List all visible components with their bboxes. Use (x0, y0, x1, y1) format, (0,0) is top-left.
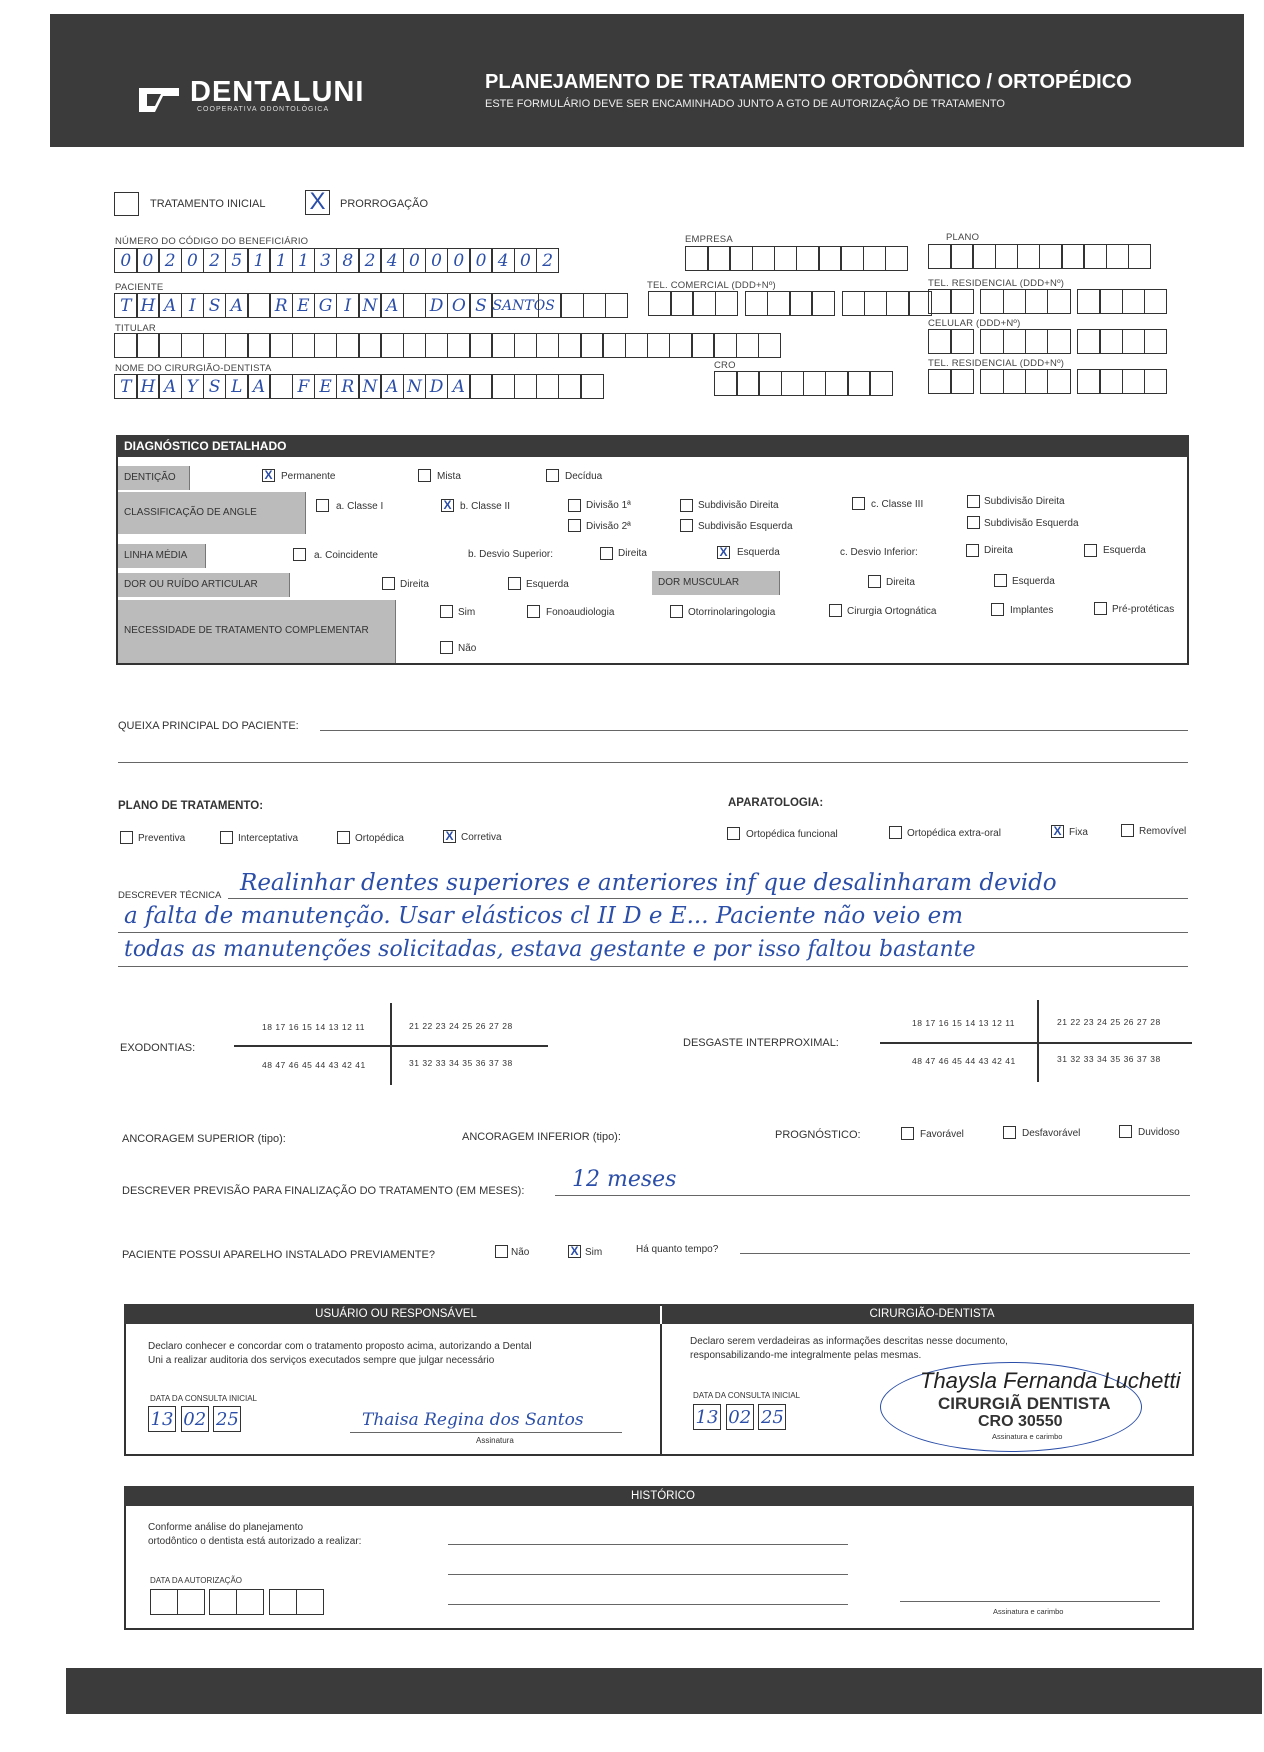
descrever-tecnica-label: DESCREVER TÉCNICA (118, 890, 222, 901)
cirurgiao-assinatura-label: Assinatura e carimbo (992, 1432, 1063, 1441)
tecnica-text-1: Realinhar dentes superiores e anteriores inf que desalinharam devido (240, 870, 1057, 896)
stamp-role: CIRURGIÃ DENTISTA (938, 1394, 1111, 1413)
musc-esquerda-checkbox[interactable] (994, 574, 1007, 587)
stamp-cro: CRO 30550 (978, 1413, 1063, 1430)
protese-checkbox[interactable] (1094, 602, 1107, 615)
aparelho-label: PACIENTE POSSUI APARELHO INSTALADO PREVIAMENTE? (122, 1249, 435, 1261)
usuario-signature-line[interactable] (350, 1432, 622, 1433)
cirurgia-label: Cirurgia Ortognática (847, 606, 937, 617)
subdir-checkbox[interactable] (680, 499, 693, 512)
protese-label: Pré-protéticas (1112, 604, 1175, 615)
prorrogacao-checkbox[interactable]: X (305, 190, 330, 215)
fono-label: Fonoaudiologia (546, 607, 615, 618)
desgaste-label: DESGASTE INTERPROXIMAL: (683, 1037, 839, 1049)
denticao-label: DENTIÇÃO (118, 466, 190, 490)
necessidade-label: NECESSIDADE DE TRATAMENTO COMPLEMENTAR (118, 600, 396, 663)
cirurgiao-text-1: Declaro serem verdadeiras as informações descritas nesse documento, (690, 1336, 1008, 1347)
exo-vrule (390, 1003, 392, 1085)
classe3-checkbox[interactable] (852, 497, 865, 510)
historico-signature-line[interactable] (900, 1601, 1160, 1602)
musc-esquerda-label: Esquerda (1012, 576, 1055, 587)
subesq3-label: Subdivisão Esquerda (984, 518, 1079, 529)
queixa-label: QUEIXA PRINCIPAL DO PACIENTE: (118, 720, 299, 732)
tel-comercial-label: TEL. COMERCIAL (DDD+Nº) (647, 280, 776, 291)
usuario-title: USUÁRIO OU RESPONSÁVEL (124, 1304, 660, 1324)
aparelho-sim-label: Sim (585, 1247, 603, 1258)
musc-direita-label: Direita (886, 577, 915, 588)
exo-q4[interactable]: 48 47 46 45 44 43 42 41 (262, 1060, 366, 1070)
dor-direita-label: Direita (400, 579, 429, 590)
previsao-line[interactable] (555, 1195, 1190, 1196)
queixa-line-2[interactable] (118, 762, 1188, 763)
desvio-inf-direita-checkbox[interactable] (966, 544, 979, 557)
ort-funcional-label: Ortopédica funcional (746, 829, 838, 840)
fono-checkbox[interactable] (527, 605, 540, 618)
sim-label: Sim (458, 607, 476, 618)
exo-q1[interactable]: 18 17 16 15 14 13 12 11 (262, 1022, 366, 1032)
cro-label: CRO (714, 360, 736, 371)
div1-label: Divisão 1ª (586, 500, 631, 511)
paciente-label: PACIENTE (115, 282, 164, 293)
form-subtitle: ESTE FORMULÁRIO DEVE SER ENCAMINHADO JUNTO A GTO DE AUTORIZAÇÃO DE TRATAMENTO (485, 98, 1005, 110)
ort-extra-checkbox[interactable] (889, 826, 902, 839)
musc-direita-checkbox[interactable] (868, 575, 881, 588)
classe3-label: c. Classe III (871, 499, 924, 510)
ancoragem-inf-label: ANCORAGEM INFERIOR (tipo): (462, 1131, 621, 1143)
duvidoso-checkbox[interactable] (1119, 1125, 1132, 1138)
usuario-data-label: DATA DA CONSULTA INICIAL (150, 1394, 257, 1403)
implantes-label: Implantes (1010, 605, 1054, 616)
exo-q3[interactable]: 31 32 33 34 35 36 37 38 (409, 1058, 513, 1068)
otorrino-checkbox[interactable] (670, 605, 683, 618)
desvio-sup-direita-label: Direita (618, 548, 647, 559)
cirurgiao-title: CIRURGIÃO-DENTISTA (662, 1304, 1194, 1324)
tecnica-line-1[interactable] (228, 898, 1188, 899)
desvio-inf-direita-label: Direita (984, 545, 1013, 556)
interceptativa-label: Interceptativa (238, 833, 299, 844)
historico-line-1[interactable] (448, 1544, 848, 1545)
mista-checkbox[interactable] (418, 469, 431, 482)
cirurgia-checkbox[interactable] (829, 604, 842, 617)
desg-q1[interactable]: 18 17 16 15 14 13 12 11 (912, 1018, 1016, 1028)
celular-label: CELULAR (DDD+Nº) (928, 318, 1021, 329)
corretiva-label: Corretiva (461, 832, 502, 843)
paciente-boxes[interactable]: T H A I S A R E G I N A D O S SANTOS (114, 293, 627, 318)
ortopedica-checkbox[interactable] (337, 831, 350, 844)
diagnostico-title: DIAGNÓSTICO DETALHADO (116, 435, 1189, 457)
desvio-inf-label: c. Desvio Inferior: (840, 547, 918, 558)
desvio-sup-direita-checkbox[interactable] (600, 547, 613, 560)
desvio-sup-esquerda-checkbox[interactable]: X (717, 546, 730, 559)
aparelho-nao-checkbox[interactable] (495, 1245, 508, 1258)
aparelho-nao-label: Não (511, 1247, 530, 1258)
removivel-label: Removível (1139, 826, 1187, 837)
aparatologia-label: APARATOLOGIA: (728, 797, 824, 809)
subesq3-checkbox[interactable] (967, 516, 980, 529)
classificacao-label: CLASSIFICAÇÃO DE ANGLE (118, 492, 306, 534)
cirurgiao-date-boxes[interactable]: 13 02 25 (693, 1404, 785, 1430)
plano-label: PLANO (946, 232, 980, 243)
subdir-label: Subdivisão Direita (698, 500, 779, 511)
footer-bar (66, 1668, 1262, 1714)
dor-esquerda-label: Esquerda (526, 579, 569, 590)
classe2-label: b. Classe II (460, 501, 511, 512)
assinaturas-divider (660, 1324, 662, 1456)
subesq-checkbox[interactable] (680, 519, 693, 532)
usuario-text-2: Uni a realizar auditoria dos serviços executados sempre que julgar necessário (148, 1355, 495, 1366)
cirurgiao-text-2: responsabilizando-me integralmente pelas mesmas. (690, 1350, 922, 1361)
historico-text-1: Conforme análise do planejamento (148, 1522, 304, 1533)
desvio-inf-esquerda-label: Esquerda (1103, 545, 1146, 556)
decidua-checkbox[interactable] (546, 469, 559, 482)
ort-extra-label: Ortopédica extra-oral (907, 828, 1001, 839)
coincidente-label: a. Coincidente (314, 550, 378, 561)
titular-boxes[interactable] (114, 333, 780, 358)
usuario-date-boxes[interactable]: 13 02 25 (148, 1406, 240, 1432)
coincidente-checkbox[interactable] (293, 548, 306, 561)
stamp-name: Thaysla Fernanda Luchetti (920, 1368, 1181, 1393)
classe2-checkbox[interactable]: X (441, 499, 454, 512)
dor-esquerda-checkbox[interactable] (508, 577, 521, 590)
tempo-line[interactable] (740, 1253, 1190, 1254)
desg-q4[interactable]: 48 47 46 45 44 43 42 41 (912, 1056, 1016, 1066)
desg-q3[interactable]: 31 32 33 34 35 36 37 38 (1057, 1054, 1161, 1064)
historico-line-2[interactable] (448, 1574, 848, 1575)
beneficiario-boxes[interactable]: 0 0 2 0 2 5 1 1 1 3 8 2 4 0 0 0 0 4 0 2 (114, 248, 558, 273)
exo-q2[interactable]: 21 22 23 24 25 26 27 28 (409, 1021, 513, 1031)
interceptativa-checkbox[interactable] (220, 831, 233, 844)
corretiva-checkbox[interactable]: X (443, 830, 456, 843)
div1-checkbox[interactable] (568, 499, 581, 512)
sim-checkbox[interactable] (440, 605, 453, 618)
implantes-checkbox[interactable] (991, 603, 1004, 616)
div2-checkbox[interactable] (568, 519, 581, 532)
historico-line-3[interactable] (448, 1604, 848, 1605)
desg-q2[interactable]: 21 22 23 24 25 26 27 28 (1057, 1017, 1161, 1027)
preventiva-checkbox[interactable] (120, 831, 133, 844)
beneficiario-label: NÚMERO DO CÓDIGO DO BENEFICIÁRIO (115, 236, 309, 247)
duvidoso-label: Duvidoso (1138, 1127, 1180, 1138)
prorrogacao-label: PRORROGAÇÃO (340, 198, 429, 210)
ortopedica-label: Ortopédica (355, 833, 404, 844)
desvio-sup-esquerda-label: Esquerda (737, 547, 780, 558)
classe1-label: a. Classe I (336, 501, 384, 512)
form-title: PLANEJAMENTO DE TRATAMENTO ORTODÔNTICO / ORTOPÉDICO (485, 71, 1132, 93)
tratamento-inicial-label: TRATAMENTO INICIAL (150, 198, 266, 210)
otorrino-label: Otorrinolaringologia (688, 607, 776, 618)
dor-articular-label: DOR OU RUÍDO ARTICULAR (118, 573, 290, 597)
desvio-inf-esquerda-checkbox[interactable] (1084, 544, 1097, 557)
plano-label: PLANO DE TRATAMENTO: (118, 800, 264, 812)
nao-label: Não (458, 643, 477, 654)
desg-hrule (880, 1042, 1192, 1044)
historico-title: HISTÓRICO (124, 1486, 1194, 1506)
tempo-label: Há quanto tempo? (636, 1244, 719, 1255)
tecnica-line-2[interactable] (118, 932, 1188, 933)
fixa-checkbox[interactable]: X (1051, 825, 1064, 838)
cirurgiao-data-label: DATA DA CONSULTA INICIAL (693, 1391, 800, 1400)
queixa-line-1[interactable] (320, 730, 1188, 731)
favoravel-checkbox[interactable] (901, 1127, 914, 1140)
usuario-signature: Thaisa Regina dos Santos (362, 1410, 584, 1430)
permanente-checkbox[interactable]: X (262, 469, 275, 482)
ancoragem-sup-label: ANCORAGEM SUPERIOR (tipo): (122, 1133, 286, 1145)
historico-date-boxes[interactable] (150, 1589, 322, 1615)
empresa-label: EMPRESA (685, 234, 733, 245)
logo-icon (135, 84, 183, 116)
tel-residencial2-label: TEL. RESIDENCIAL (DDD+Nº) (928, 358, 1065, 369)
div2-label: Divisão 2ª (586, 521, 631, 532)
preventiva-label: Preventiva (138, 833, 186, 844)
aparelho-sim-checkbox[interactable]: X (568, 1245, 581, 1258)
nao-checkbox[interactable] (440, 641, 453, 654)
tratamento-inicial-checkbox[interactable] (114, 192, 139, 216)
linha-media-label: LINHA MÉDIA (118, 544, 206, 568)
classe1-checkbox[interactable] (316, 499, 329, 512)
desvio-sup-label: b. Desvio Superior: (468, 549, 554, 560)
permanente-label: Permanente (281, 471, 336, 482)
decidua-label: Decídua (565, 471, 603, 482)
dor-muscular-label: DOR MUSCULAR (652, 571, 780, 595)
tel-residencial-label: TEL. RESIDENCIAL (DDD+Nº) (928, 278, 1065, 289)
desfavoravel-checkbox[interactable] (1003, 1126, 1016, 1139)
logo-text: DENTALUNI (190, 76, 365, 108)
tel-residencial-boxes[interactable] (928, 289, 1166, 314)
usuario-assinatura-label: Assinatura (476, 1436, 514, 1445)
titular-label: TITULAR (115, 323, 156, 334)
removivel-checkbox[interactable] (1121, 824, 1134, 837)
dor-direita-checkbox[interactable] (382, 577, 395, 590)
previsao-value: 12 meses (572, 1167, 677, 1192)
logo-sub: COOPERATIVA ODONTOLÓGICA (197, 106, 330, 113)
empresa-boxes[interactable] (685, 246, 907, 271)
tecnica-line-3[interactable] (118, 966, 1188, 967)
mista-label: Mista (437, 471, 461, 482)
desg-vrule (1037, 1000, 1039, 1082)
fixa-label: Fixa (1069, 827, 1088, 838)
historico-data-label: DATA DA AUTORIZAÇÃO (150, 1576, 243, 1585)
subdir3-checkbox[interactable] (967, 495, 980, 508)
usuario-text-1: Declaro conhecer e concordar com o tratamento proposto acima, autorizando a Dental (148, 1341, 532, 1352)
dentista-boxes[interactable]: T H A Y S L A F E R N A N D A (114, 374, 602, 399)
celular-boxes[interactable] (928, 329, 1166, 354)
desfavoravel-label: Desfavorável (1022, 1128, 1081, 1139)
subdir3-label: Subdivisão Direita (984, 496, 1065, 507)
tecnica-text-3: todas as manutenções solicitadas, estava gestante e por isso faltou bastante (124, 937, 976, 962)
dentista-label: NOME DO CIRURGIÃO-DENTISTA (115, 363, 272, 374)
previsao-label: DESCREVER PREVISÃO PARA FINALIZAÇÃO DO TRATAMENTO (EM MESES): (122, 1185, 525, 1197)
tel-residencial2-boxes[interactable] (928, 369, 1166, 394)
historico-assinatura-label: Assinatura e carimbo (993, 1607, 1064, 1616)
subesq-label: Subdivisão Esquerda (698, 521, 793, 532)
historico-text-2: ortodôntico o dentista está autorizado a realizar: (148, 1536, 362, 1547)
favoravel-label: Favorável (920, 1129, 964, 1140)
tecnica-text-2: a falta de manutenção. Usar elásticos cl II D e E... Paciente não veio em (124, 903, 964, 929)
exodontias-label: EXODONTIAS: (120, 1042, 196, 1054)
cro-boxes[interactable] (714, 371, 892, 396)
prognostico-label: PROGNÓSTICO: (775, 1129, 861, 1141)
plano-boxes[interactable] (928, 244, 1150, 269)
ort-funcional-checkbox[interactable] (727, 827, 740, 840)
tel-comercial-boxes[interactable] (648, 291, 930, 316)
